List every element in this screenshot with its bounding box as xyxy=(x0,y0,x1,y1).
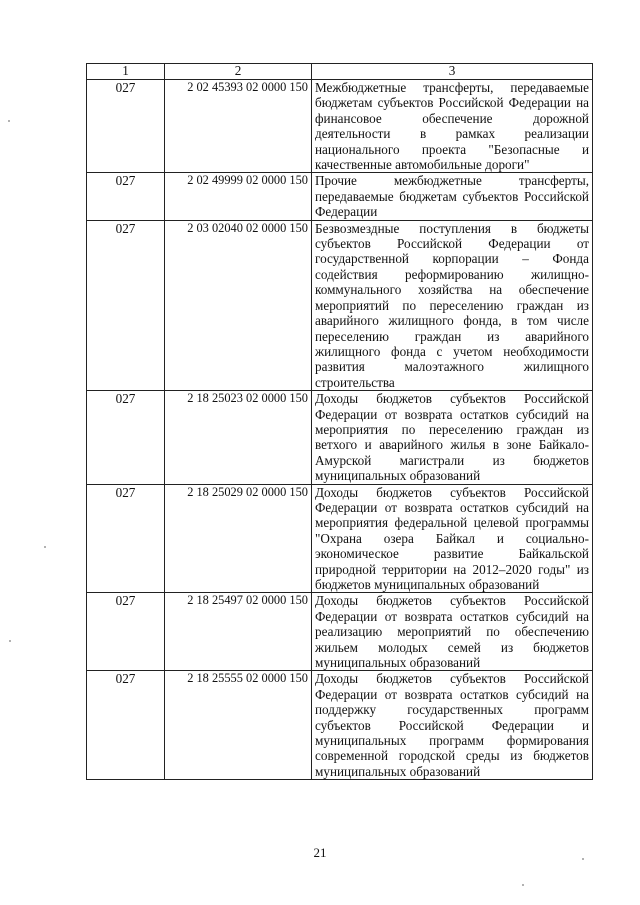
table-header-row xyxy=(87,64,593,80)
table-row xyxy=(87,173,593,220)
scan-speck xyxy=(522,884,524,886)
kbk-code-cell: 2 18 25497 02 0000 150 xyxy=(165,593,312,671)
revenue-codes-table xyxy=(86,63,593,780)
table-row xyxy=(87,484,593,593)
admin-code-cell: 027 xyxy=(87,220,165,390)
kbk-code-cell: 2 03 02040 02 0000 150 xyxy=(165,220,312,390)
description-cell: Доходы бюджетов субъектов Российской Федерации от возврата остатков субсидий на мероприятия по переселению граждан из ветхого и аварийного жилья в зоне Байкало-Амурской магистрали из бюджетов муниципальных образований xyxy=(312,391,593,484)
admin-code-cell: 027 xyxy=(87,173,165,220)
admin-code-cell: 027 xyxy=(87,593,165,671)
description-cell: Безвозмездные поступления в бюджеты субъектов Российской Федерации от государственной корпорации – Фонда содействия реформированию жилищно-коммунального хозяйства на обеспечение мероприятий по переселению граждан из аварийного жилищного фонда, в том числе переселению граждан из аварийного жилищного фонда с учетом необходимости развития малоэтажного жилищного строительства xyxy=(312,220,593,390)
admin-code-cell: 027 xyxy=(87,391,165,484)
description-cell: Межбюджетные трансферты, передаваемые бюджетам субъектов Российской Федерации на финансовое обеспечение дорожной деятельности в рамках реализации национального проекта "Безопасные и качественные автомобильные дороги" xyxy=(312,80,593,173)
description-cell: Доходы бюджетов субъектов Российской Федерации от возврата остатков субсидий на реализацию мероприятий по обеспечению жильем молодых семей из бюджетов муниципальных образований xyxy=(312,593,593,671)
scan-speck xyxy=(9,640,11,642)
column-header-3: 3 xyxy=(312,64,593,80)
column-header-2: 2 xyxy=(165,64,312,80)
kbk-code-cell: 2 18 25029 02 0000 150 xyxy=(165,484,312,593)
scan-speck xyxy=(44,546,46,548)
admin-code-cell: 027 xyxy=(87,671,165,780)
kbk-code-cell: 2 18 25555 02 0000 150 xyxy=(165,671,312,780)
scan-speck xyxy=(582,858,584,860)
table-row xyxy=(87,80,593,173)
page-number: 21 xyxy=(313,845,327,860)
kbk-code-cell: 2 02 49999 02 0000 150 xyxy=(165,173,312,220)
table-row xyxy=(87,671,593,780)
scan-speck xyxy=(8,120,10,122)
kbk-code-cell: 2 18 25023 02 0000 150 xyxy=(165,391,312,484)
kbk-code-cell: 2 02 45393 02 0000 150 xyxy=(165,80,312,173)
description-cell: Доходы бюджетов субъектов Российской Федерации от возврата остатков субсидий на поддержку государственных программ субъектов Российской Федерации и муниципальных программ формирования современной городской среды из бюджетов муниципальных образований xyxy=(312,671,593,780)
table-row xyxy=(87,220,593,390)
admin-code-cell: 027 xyxy=(87,484,165,593)
table-row xyxy=(87,391,593,484)
description-cell: Доходы бюджетов субъектов Российской Федерации от возврата остатков субсидий на мероприятия федеральной целевой программы "Охрана озера Байкал и социально-экономическое развитие Байкальской природной территории на 2012–2020 годы" из бюджетов муниципальных образований xyxy=(312,484,593,593)
table-row xyxy=(87,593,593,671)
admin-code-cell: 027 xyxy=(87,80,165,173)
column-header-1: 1 xyxy=(87,64,165,80)
description-cell: Прочие межбюджетные трансферты, передаваемые бюджетам субъектов Российской Федерации xyxy=(312,173,593,220)
